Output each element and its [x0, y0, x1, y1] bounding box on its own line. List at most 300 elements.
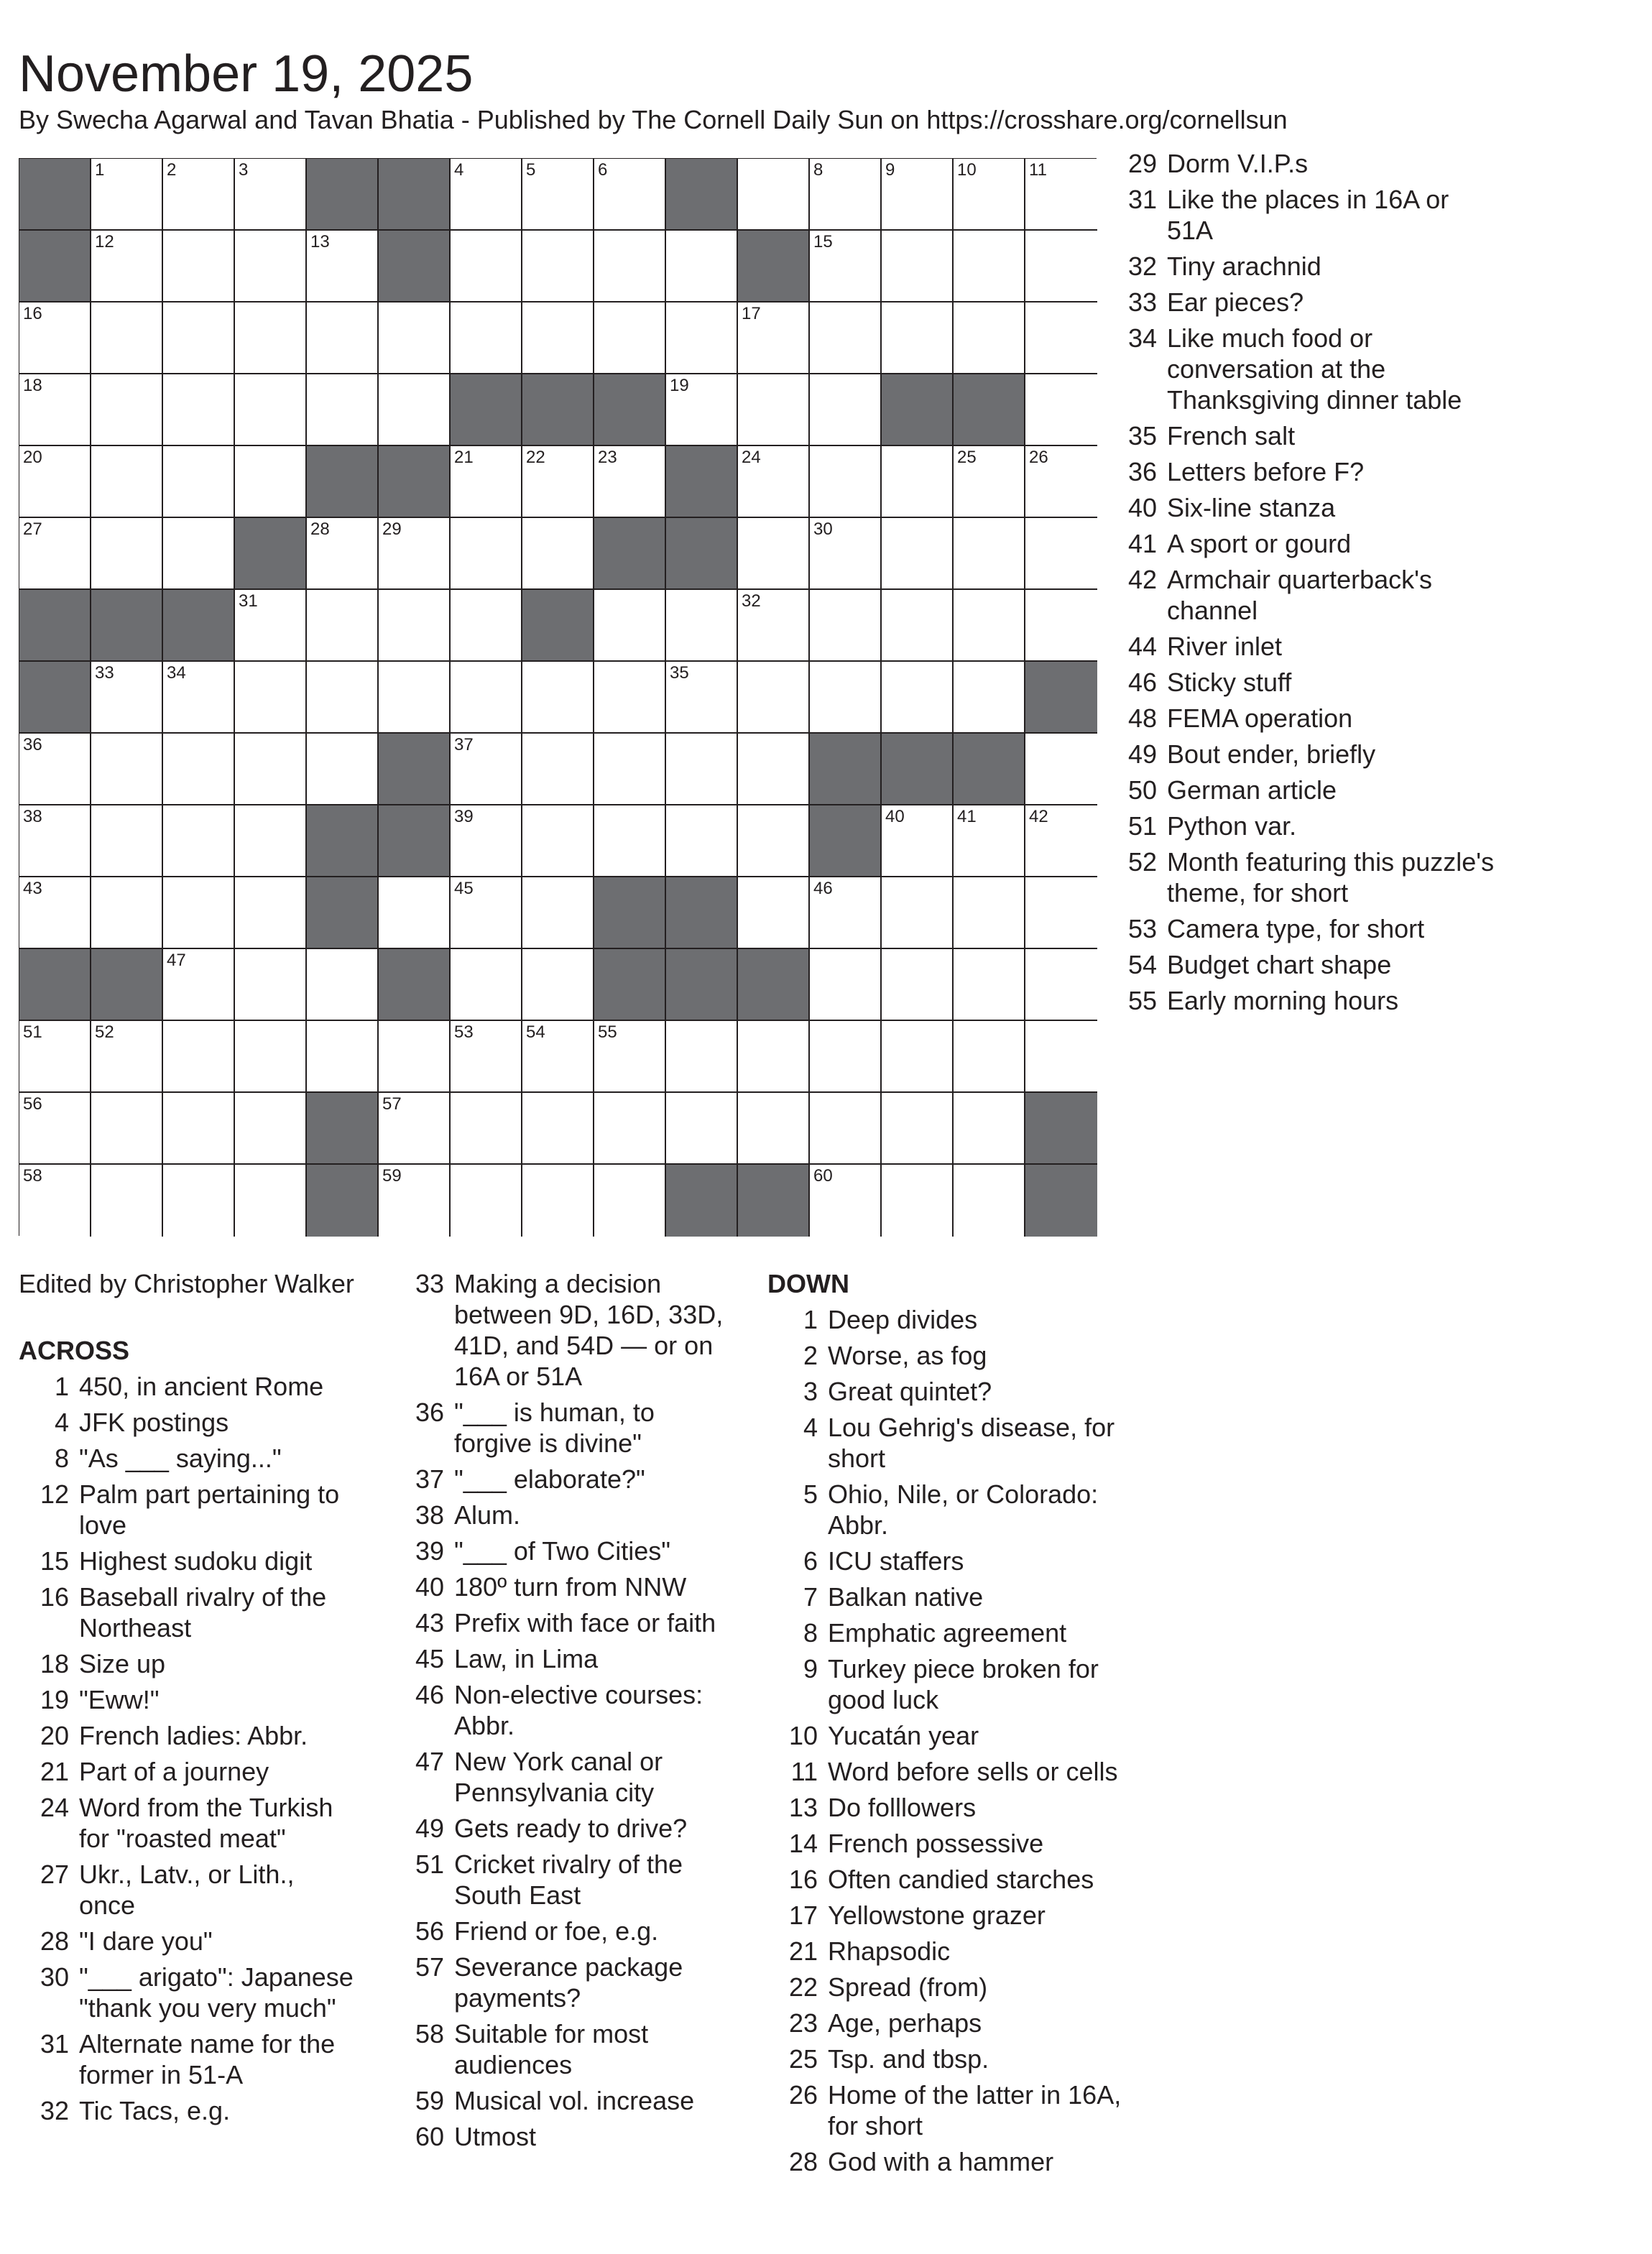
- clue-text: Dorm V.I.P.s: [1167, 149, 1309, 178]
- grid-cell[interactable]: [163, 877, 235, 949]
- clue-entry[interactable]: [1107, 528, 1495, 559]
- grid-cell[interactable]: [738, 518, 810, 590]
- clue-entry[interactable]: [767, 1340, 1134, 1371]
- grid-cell[interactable]: [19, 374, 91, 446]
- grid-cell[interactable]: [91, 518, 163, 590]
- grid-cell[interactable]: [666, 1093, 738, 1165]
- clue-entry[interactable]: [394, 2121, 732, 2152]
- grid-cell[interactable]: [882, 590, 954, 662]
- grid-cell[interactable]: [451, 1021, 522, 1093]
- clue-number: 42: [1127, 565, 1157, 594]
- clue-entry[interactable]: [19, 1720, 356, 1751]
- grid-cell[interactable]: [954, 662, 1025, 734]
- grid-cell[interactable]: [954, 805, 1025, 877]
- grid-cell[interactable]: [451, 877, 522, 949]
- grid-cell[interactable]: [738, 1093, 810, 1165]
- grid-cell[interactable]: [810, 374, 882, 446]
- clue-entry[interactable]: [19, 1926, 356, 1957]
- grid-cell[interactable]: [1025, 159, 1097, 231]
- grid-cell[interactable]: [91, 159, 163, 231]
- clue-entry[interactable]: [1107, 492, 1495, 523]
- grid-cell[interactable]: [882, 231, 954, 302]
- cell-number: 29: [382, 519, 402, 539]
- grid-cell[interactable]: [235, 1021, 307, 1093]
- grid-cell[interactable]: [235, 949, 307, 1021]
- grid-cell[interactable]: [379, 662, 451, 734]
- grid-cell[interactable]: [307, 374, 379, 446]
- clue-entry[interactable]: [1107, 703, 1495, 734]
- grid-cell[interactable]: [1025, 590, 1097, 662]
- grid-cell[interactable]: [19, 1021, 91, 1093]
- grid-cell[interactable]: [1025, 446, 1097, 518]
- clue-entry[interactable]: [767, 1900, 1134, 1931]
- cell-number: 18: [23, 376, 42, 395]
- grid-cell[interactable]: [954, 877, 1025, 949]
- grid-cell[interactable]: [91, 1021, 163, 1093]
- clue-entry[interactable]: [394, 1571, 732, 1602]
- clue-entry[interactable]: [19, 1546, 356, 1576]
- clue-entry[interactable]: [19, 1407, 356, 1438]
- grid-cell[interactable]: [738, 662, 810, 734]
- grid-cell[interactable]: [522, 231, 594, 302]
- grid-cell[interactable]: [594, 590, 666, 662]
- cell-number: 56: [23, 1094, 42, 1114]
- clue-text: Worse, as fog: [828, 1341, 987, 1370]
- grid-cell[interactable]: [19, 805, 91, 877]
- black-square: [1025, 1165, 1097, 1237]
- clue-entry[interactable]: [1107, 985, 1495, 1016]
- grid-cell[interactable]: [738, 302, 810, 374]
- cell-number: 55: [598, 1022, 617, 1042]
- grid-cell[interactable]: [738, 1021, 810, 1093]
- black-square: [379, 734, 451, 805]
- cell-number: 10: [957, 160, 977, 180]
- grid-cell[interactable]: [307, 231, 379, 302]
- grid-cell[interactable]: [882, 302, 954, 374]
- grid-cell[interactable]: [954, 302, 1025, 374]
- grid-cell[interactable]: [522, 1021, 594, 1093]
- clue-text: "As ___ saying...": [79, 1444, 282, 1473]
- grid-cell[interactable]: [235, 1165, 307, 1237]
- grid-cell[interactable]: [522, 1165, 594, 1237]
- grid-cell[interactable]: [954, 949, 1025, 1021]
- grid-cell[interactable]: [163, 734, 235, 805]
- grid-cell[interactable]: [307, 949, 379, 1021]
- grid-cell[interactable]: [594, 1165, 666, 1237]
- grid-cell[interactable]: [235, 877, 307, 949]
- grid-cell[interactable]: [954, 590, 1025, 662]
- clue-text: Bout ender, briefly: [1167, 739, 1376, 769]
- grid-cell[interactable]: [954, 1093, 1025, 1165]
- clue-entry[interactable]: [1107, 564, 1495, 626]
- clue-entry[interactable]: [394, 1268, 732, 1392]
- grid-cell[interactable]: [522, 949, 594, 1021]
- grid-cell[interactable]: [810, 231, 882, 302]
- clue-entry[interactable]: [19, 1479, 356, 1541]
- grid-cell[interactable]: [19, 734, 91, 805]
- grid-cell[interactable]: [451, 446, 522, 518]
- grid-cell[interactable]: [91, 1093, 163, 1165]
- grid-cell[interactable]: [451, 1093, 522, 1165]
- grid-cell[interactable]: [666, 1021, 738, 1093]
- grid-cell[interactable]: [954, 159, 1025, 231]
- clue-entry[interactable]: [19, 1371, 356, 1402]
- clue-entry[interactable]: [19, 1581, 356, 1643]
- grid-cell[interactable]: [19, 302, 91, 374]
- clue-entry[interactable]: [1107, 287, 1495, 318]
- clue-text: French salt: [1167, 421, 1296, 451]
- grid-cell[interactable]: [1025, 877, 1097, 949]
- grid-cell[interactable]: [810, 1165, 882, 1237]
- grid-cell[interactable]: [666, 805, 738, 877]
- grid-cell[interactable]: [91, 302, 163, 374]
- clue-entry[interactable]: [767, 2008, 1134, 2038]
- clue-entry[interactable]: [1107, 420, 1495, 451]
- grid-cell[interactable]: [1025, 1021, 1097, 1093]
- grid-cell[interactable]: [235, 446, 307, 518]
- grid-cell[interactable]: [1025, 734, 1097, 805]
- clue-entry[interactable]: [394, 1746, 732, 1808]
- grid-cell[interactable]: [379, 302, 451, 374]
- clue-entry[interactable]: [767, 1479, 1134, 1541]
- grid-cell[interactable]: [451, 1165, 522, 1237]
- clue-number: 1: [54, 1372, 69, 1401]
- grid-cell[interactable]: [235, 1093, 307, 1165]
- clue-number: 12: [40, 1479, 69, 1509]
- clue-entry[interactable]: [1107, 810, 1495, 841]
- grid-cell[interactable]: [738, 877, 810, 949]
- clue-entry[interactable]: [767, 1617, 1134, 1648]
- clue-text: Emphatic agreement: [828, 1618, 1067, 1648]
- clue-entry[interactable]: [767, 1376, 1134, 1407]
- grid-cell[interactable]: [738, 446, 810, 518]
- clue-entry[interactable]: [1107, 184, 1495, 246]
- grid-cell[interactable]: [91, 662, 163, 734]
- grid-cell[interactable]: [379, 1021, 451, 1093]
- grid-cell[interactable]: [1025, 302, 1097, 374]
- clue-entry[interactable]: [394, 1813, 732, 1844]
- grid-cell[interactable]: [19, 1093, 91, 1165]
- grid-cell[interactable]: [1025, 518, 1097, 590]
- grid-cell[interactable]: [451, 662, 522, 734]
- grid-cell[interactable]: [522, 805, 594, 877]
- clue-text: Cricket rivalry of the South East: [454, 1849, 683, 1910]
- cell-number: 23: [598, 448, 617, 467]
- clue-entry[interactable]: [767, 1936, 1134, 1967]
- clue-text: Yucatán year: [828, 1721, 979, 1750]
- black-square: [307, 877, 379, 949]
- grid-cell[interactable]: [163, 805, 235, 877]
- clue-entry[interactable]: [767, 1720, 1134, 1751]
- grid-cells: [19, 159, 1097, 1237]
- grid-cell[interactable]: [738, 590, 810, 662]
- clue-entry[interactable]: [767, 2079, 1134, 2141]
- grid-cell[interactable]: [235, 302, 307, 374]
- grid-cell[interactable]: [379, 1093, 451, 1165]
- grid-cell[interactable]: [666, 302, 738, 374]
- clue-entry[interactable]: [394, 1397, 732, 1459]
- clue-entry[interactable]: [394, 1679, 732, 1741]
- grid-cell[interactable]: [451, 302, 522, 374]
- grid-cell[interactable]: [163, 446, 235, 518]
- black-square: [19, 662, 91, 734]
- grid-cell[interactable]: [954, 1021, 1025, 1093]
- grid-cell[interactable]: [163, 1093, 235, 1165]
- grid-cell[interactable]: [666, 662, 738, 734]
- clue-entry[interactable]: [394, 1607, 732, 1638]
- clue-number: 55: [1127, 986, 1157, 1015]
- clue-entry[interactable]: [394, 2018, 732, 2080]
- clue-number: 13: [788, 1793, 818, 1822]
- grid-cell[interactable]: [235, 231, 307, 302]
- grid-cell[interactable]: [235, 159, 307, 231]
- black-square: [882, 734, 954, 805]
- grid-cell[interactable]: [379, 590, 451, 662]
- clue-entry[interactable]: [394, 2085, 732, 2116]
- grid-cell[interactable]: [19, 518, 91, 590]
- clue-entry[interactable]: [1107, 323, 1495, 415]
- grid-cell[interactable]: [163, 1021, 235, 1093]
- grid-cell[interactable]: [163, 159, 235, 231]
- grid-cell[interactable]: [594, 231, 666, 302]
- grid-cell[interactable]: [91, 734, 163, 805]
- clue-text: Part of a journey: [79, 1757, 269, 1786]
- grid-cell[interactable]: [307, 734, 379, 805]
- grid-cell[interactable]: [307, 1021, 379, 1093]
- clue-entry[interactable]: [394, 1916, 732, 1946]
- grid-cell[interactable]: [163, 518, 235, 590]
- clue-entry[interactable]: [1107, 667, 1495, 698]
- grid-cell[interactable]: [594, 1021, 666, 1093]
- clue-entry[interactable]: [767, 1864, 1134, 1895]
- clue-entry[interactable]: [767, 2043, 1134, 2074]
- cell-number: 40: [885, 807, 905, 826]
- clue-entry[interactable]: [1107, 148, 1495, 179]
- grid-cell[interactable]: [91, 877, 163, 949]
- grid-cell[interactable]: [1025, 949, 1097, 1021]
- grid-cell[interactable]: [379, 518, 451, 590]
- grid-cell[interactable]: [163, 302, 235, 374]
- grid-cell[interactable]: [19, 446, 91, 518]
- black-square: [594, 877, 666, 949]
- grid-cell[interactable]: [810, 949, 882, 1021]
- clue-number: 38: [415, 1500, 444, 1530]
- grid-cell[interactable]: [522, 734, 594, 805]
- cell-number: 57: [382, 1094, 402, 1114]
- grid-cell[interactable]: [1025, 231, 1097, 302]
- clue-entry[interactable]: [767, 1972, 1134, 2003]
- grid-cell[interactable]: [91, 231, 163, 302]
- grid-cell[interactable]: [810, 159, 882, 231]
- clue-text: Utmost: [454, 2122, 537, 2151]
- black-square: [738, 1165, 810, 1237]
- grid-cell[interactable]: [594, 159, 666, 231]
- clue-entry[interactable]: [767, 1304, 1134, 1335]
- grid-cell[interactable]: [91, 805, 163, 877]
- clue-entry[interactable]: [19, 1756, 356, 1787]
- grid-cell[interactable]: [451, 159, 522, 231]
- grid-cell[interactable]: [163, 662, 235, 734]
- clue-entry[interactable]: [19, 1962, 356, 2023]
- clue-number: 37: [415, 1464, 444, 1494]
- grid-cell[interactable]: [522, 518, 594, 590]
- clue-entry[interactable]: [767, 1412, 1134, 1474]
- clue-entry[interactable]: [1107, 913, 1495, 944]
- black-square: [666, 949, 738, 1021]
- grid-cell[interactable]: [235, 662, 307, 734]
- grid-cell[interactable]: [810, 590, 882, 662]
- grid-cell[interactable]: [810, 662, 882, 734]
- clue-entry[interactable]: [394, 1952, 732, 2013]
- clue-entry[interactable]: [19, 1443, 356, 1474]
- grid-cell[interactable]: [522, 446, 594, 518]
- grid-cell[interactable]: [882, 662, 954, 734]
- grid-cell[interactable]: [594, 662, 666, 734]
- grid-cell[interactable]: [522, 302, 594, 374]
- clue-entry[interactable]: [767, 1653, 1134, 1715]
- clue-entry[interactable]: [394, 1535, 732, 1566]
- clue-text: "___ of Two Cities": [454, 1536, 671, 1566]
- clue-entry[interactable]: [394, 1849, 732, 1911]
- cell-number: 51: [23, 1022, 42, 1042]
- clue-entry[interactable]: [1107, 456, 1495, 487]
- clue-text: Alum.: [454, 1500, 521, 1530]
- grid-cell[interactable]: [451, 518, 522, 590]
- grid-cell[interactable]: [882, 1165, 954, 1237]
- grid-cell[interactable]: [810, 302, 882, 374]
- black-square: [810, 734, 882, 805]
- grid-cell[interactable]: [810, 518, 882, 590]
- grid-cell[interactable]: [307, 590, 379, 662]
- grid-cell[interactable]: [307, 518, 379, 590]
- clue-number: 26: [788, 2080, 818, 2110]
- grid-cell[interactable]: [91, 1165, 163, 1237]
- grid-cell[interactable]: [810, 446, 882, 518]
- clue-entry[interactable]: [767, 2146, 1134, 2177]
- clue-entry[interactable]: [19, 1684, 356, 1715]
- grid-cell[interactable]: [379, 1165, 451, 1237]
- grid-cell[interactable]: [163, 374, 235, 446]
- clue-entry[interactable]: [394, 1500, 732, 1530]
- clue-entry[interactable]: [394, 1464, 732, 1495]
- clue-entry[interactable]: [1107, 775, 1495, 805]
- grid-cell[interactable]: [451, 949, 522, 1021]
- grid-cell[interactable]: [235, 590, 307, 662]
- grid-cell[interactable]: [882, 805, 954, 877]
- cell-number: 26: [1029, 448, 1048, 467]
- clue-entry[interactable]: [394, 1643, 732, 1674]
- grid-cell[interactable]: [882, 518, 954, 590]
- grid-cell[interactable]: [235, 734, 307, 805]
- grid-cell[interactable]: [738, 374, 810, 446]
- grid-cell[interactable]: [594, 302, 666, 374]
- grid-cell[interactable]: [19, 877, 91, 949]
- grid-cell[interactable]: [163, 1165, 235, 1237]
- clue-entry[interactable]: [767, 1581, 1134, 1612]
- clue-entry[interactable]: [19, 1859, 356, 1921]
- grid-cell[interactable]: [379, 877, 451, 949]
- cell-number: 9: [885, 160, 895, 180]
- grid-cell[interactable]: [738, 805, 810, 877]
- grid-cell[interactable]: [451, 590, 522, 662]
- clue-entry[interactable]: [1107, 739, 1495, 770]
- grid-cell[interactable]: [235, 374, 307, 446]
- across-clue-list-2: [394, 1268, 732, 2152]
- clue-entry[interactable]: [767, 1792, 1134, 1823]
- grid-cell[interactable]: [307, 662, 379, 734]
- grid-cell[interactable]: [810, 1021, 882, 1093]
- grid-cell[interactable]: [594, 1093, 666, 1165]
- clue-entry[interactable]: [19, 1648, 356, 1679]
- grid-cell[interactable]: [882, 159, 954, 231]
- grid-cell[interactable]: [810, 1093, 882, 1165]
- grid-cell[interactable]: [522, 1093, 594, 1165]
- grid-cell[interactable]: [882, 949, 954, 1021]
- clue-entry[interactable]: [19, 2028, 356, 2090]
- grid-cell[interactable]: [1025, 805, 1097, 877]
- grid-cell[interactable]: [522, 877, 594, 949]
- grid-cell[interactable]: [954, 518, 1025, 590]
- grid-cell[interactable]: [91, 446, 163, 518]
- grid-cell[interactable]: [307, 302, 379, 374]
- grid-cell[interactable]: [810, 877, 882, 949]
- clue-number: 21: [40, 1757, 69, 1786]
- across-heading: ACROSS: [19, 1336, 130, 1365]
- grid-cell[interactable]: [666, 231, 738, 302]
- grid-cell[interactable]: [882, 1021, 954, 1093]
- grid-cell[interactable]: [594, 805, 666, 877]
- grid-cell[interactable]: [91, 374, 163, 446]
- grid-cell[interactable]: [954, 1165, 1025, 1237]
- grid-cell[interactable]: [666, 374, 738, 446]
- grid-cell[interactable]: [451, 231, 522, 302]
- grid-cell[interactable]: [882, 877, 954, 949]
- grid-cell[interactable]: [522, 159, 594, 231]
- grid-cell[interactable]: [666, 734, 738, 805]
- clue-entry[interactable]: [1107, 631, 1495, 662]
- grid-cell[interactable]: [522, 662, 594, 734]
- grid-cell[interactable]: [954, 446, 1025, 518]
- grid-cell[interactable]: [19, 1165, 91, 1237]
- clue-entry[interactable]: [767, 1756, 1134, 1787]
- clue-entry[interactable]: [767, 1546, 1134, 1576]
- grid-cell[interactable]: [594, 734, 666, 805]
- grid-cell[interactable]: [163, 949, 235, 1021]
- grid-cell[interactable]: [1025, 374, 1097, 446]
- grid-cell[interactable]: [882, 1093, 954, 1165]
- clue-entry[interactable]: [19, 1792, 356, 1854]
- grid-cell[interactable]: [379, 374, 451, 446]
- grid-cell[interactable]: [882, 446, 954, 518]
- grid-cell[interactable]: [235, 805, 307, 877]
- cell-number: 24: [742, 448, 761, 467]
- grid-cell[interactable]: [451, 734, 522, 805]
- grid-cell[interactable]: [594, 446, 666, 518]
- grid-cell[interactable]: [738, 734, 810, 805]
- grid-cell[interactable]: [163, 231, 235, 302]
- clue-entry[interactable]: [1107, 846, 1495, 908]
- grid-cell[interactable]: [666, 590, 738, 662]
- black-square: [882, 374, 954, 446]
- clue-entry[interactable]: [767, 1828, 1134, 1859]
- clue-number: 52: [1127, 847, 1157, 877]
- clue-entry[interactable]: [19, 2095, 356, 2126]
- grid-cell[interactable]: [451, 805, 522, 877]
- grid-cell[interactable]: [738, 159, 810, 231]
- clue-entry[interactable]: [1107, 949, 1495, 980]
- grid-cell[interactable]: [954, 231, 1025, 302]
- clue-entry[interactable]: [1107, 251, 1495, 282]
